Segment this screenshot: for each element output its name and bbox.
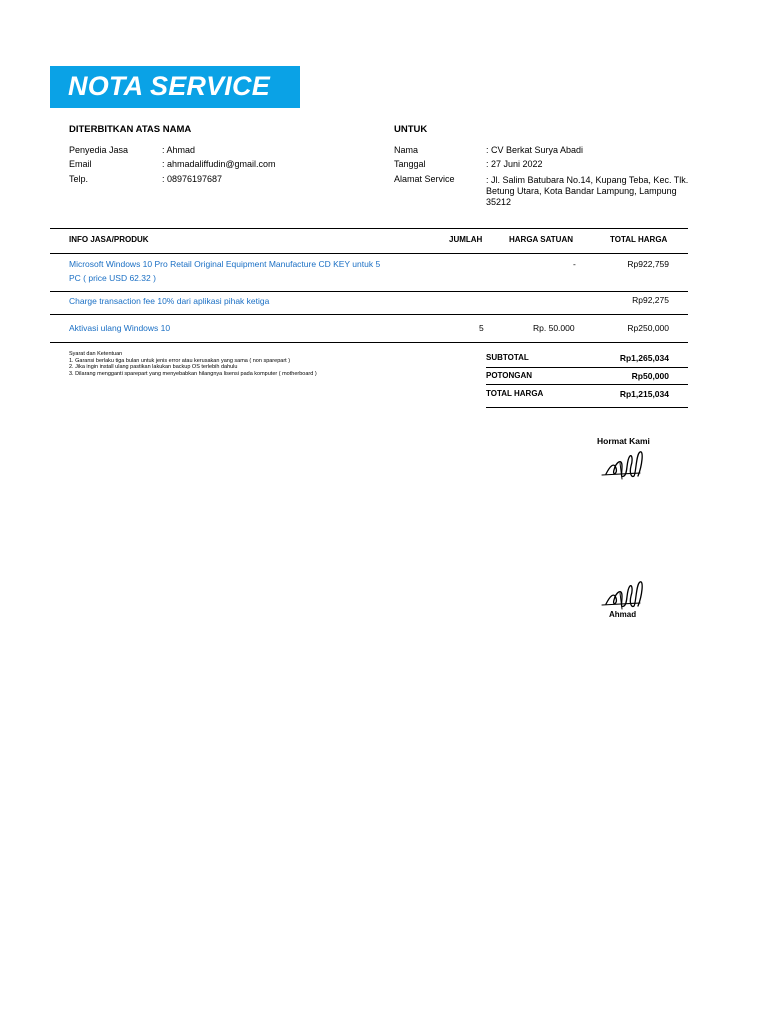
table-top-rule	[50, 228, 688, 229]
table-row-2-product: Charge transaction fee 10% dari aplikasi pihak ketiga	[69, 296, 270, 306]
discount-rule	[486, 384, 688, 385]
recipient-heading: UNTUK	[394, 124, 428, 135]
issuer-label-email: Email	[69, 159, 92, 169]
total-value: Rp1,215,034	[619, 389, 669, 399]
table-row-3-product: Aktivasi ulang Windows 10	[69, 323, 171, 333]
table-row-1-total: Rp922,759	[627, 259, 669, 269]
issuer-heading: DITERBITKAN ATAS NAMA	[69, 124, 192, 135]
issuer-value-email: : ahmadaliffudin@gmail.com	[162, 159, 276, 169]
header-total: TOTAL HARGA	[610, 235, 668, 244]
signature-image-1	[600, 446, 648, 484]
subtotal-label: SUBTOTAL	[486, 353, 529, 362]
header-unit-price: HARGA SATUAN	[509, 235, 573, 244]
recipient-value-date: : 27 Juni 2022	[486, 159, 543, 169]
terms-heading: Syarat dan Ketentuan	[69, 351, 123, 357]
recipient-value-name: : CV Berkat Surya Abadi	[486, 145, 584, 155]
recipient-label-date: Tanggal	[394, 159, 426, 169]
table-row-3-quantity: 5	[479, 323, 484, 333]
subtotal-value: Rp1,265,034	[619, 353, 669, 363]
table-bottom-rule	[50, 342, 688, 343]
table-row-2-total: Rp92,275	[632, 295, 669, 305]
discount-value: Rp50,000	[631, 371, 669, 381]
terms-item-3: 3. Dilarang mengganti sparepart yang menyebabkan hilangnya lisensi pada komputer ( motherboard )	[69, 370, 317, 377]
table-row-3-unit-price: Rp. 50.000	[533, 323, 575, 333]
document-title: NOTA SERVICE	[68, 71, 270, 101]
terms-item-1: 1. Garansi berlaku tiga bulan untuk jenis error atau kerusakan yang sama ( non sparepart )	[69, 357, 291, 364]
title-banner	[50, 66, 300, 108]
table-row-1-product: Microsoft Windows 10 Pro Retail Original Equipment Manufacture CD KEY untuk 5 PC ( price USD 62.32 )	[69, 259, 381, 283]
header-product: INFO JASA/PRODUK	[69, 235, 149, 244]
header-bottom-rule	[50, 253, 688, 254]
row-1-rule	[50, 291, 688, 292]
subtotal-rule	[486, 367, 688, 368]
table-row-3-total: Rp250,000	[627, 323, 669, 333]
row-2-rule	[50, 314, 688, 315]
table-row-1-unit-price: -	[573, 259, 576, 269]
total-rule	[486, 407, 688, 408]
recipient-value-address: : Jl. Salim Batubara No.14, Kupang Teba, Kec. Tlk. Betung Utara, Kota Bandar Lampung, Lampung 35212	[486, 175, 689, 207]
terms-conditions	[69, 351, 317, 377]
recipient-label-name: Nama	[394, 145, 419, 155]
issuer-label-provider: Penyedia Jasa	[69, 145, 129, 155]
issuer-value-provider: : Ahmad	[162, 145, 196, 155]
total-label: TOTAL HARGA	[486, 389, 544, 398]
discount-label: POTONGAN	[486, 371, 533, 380]
closing-text: Hormat Kami	[597, 436, 650, 446]
issuer-label-phone: Telp.	[69, 174, 89, 184]
issuer-value-phone: : 08976197687	[162, 174, 223, 184]
recipient-label-address: Alamat Service	[394, 174, 455, 184]
terms-item-2: 2. Jika ingin install ulang pastikan lakukan backup OS terlebih dahulu	[69, 364, 238, 371]
header-quantity: JUMLAH	[449, 235, 483, 244]
signature-image-2	[600, 576, 648, 614]
signer-name: Ahmad	[609, 610, 637, 619]
